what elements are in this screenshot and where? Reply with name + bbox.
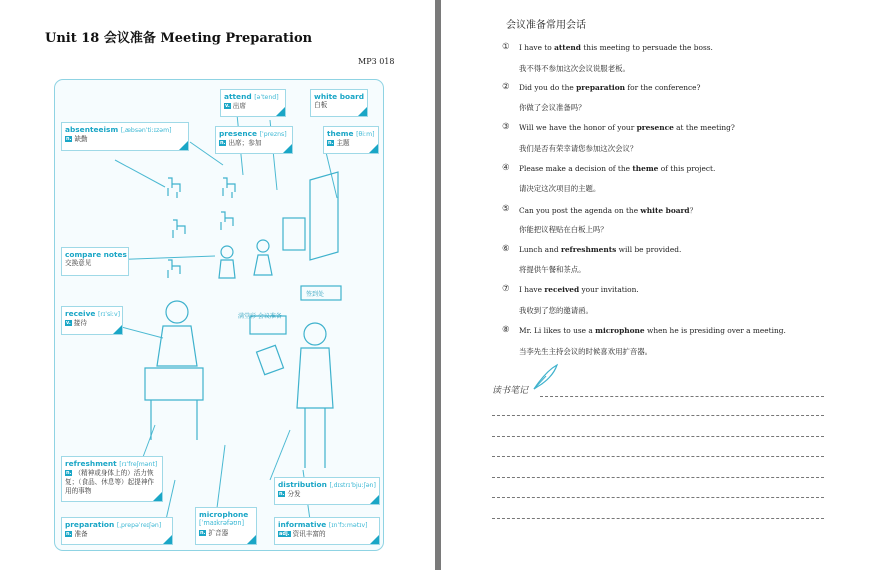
quill-pen-icon [530,362,560,392]
note-line [492,497,824,498]
sentence-zh: 你能把议程贴在白板上吗？ [519,225,608,234]
vocab-card-attend: attend [əˈtend] v. 出席 [220,89,286,117]
vocab-card-presence: presence [ˈprezns] n. 出席；参加 [215,126,293,154]
note-line [492,436,824,437]
sentence-number: ⑥ [502,244,510,254]
note-line [492,518,824,519]
corner-triangle [276,107,285,116]
dialogue-title: 会议准备常用会话 [506,20,586,31]
sentence-number: ⑧ [502,325,510,335]
note-line [492,456,824,457]
vocab-card-microphone: microphone [ˈmaɪkrəfəʊn] n. 扩音器 [195,507,257,545]
sentence-zh: 我收到了您的邀请函。 [519,306,593,315]
sentence-zh: 我不得不参加这次会议说服老板。 [519,64,630,73]
board-sign-text: 签到处 [306,291,325,298]
vocabulary-illustration-panel [54,79,384,551]
sentence-zh: 当李先生主持会议的时候喜欢用扩音器。 [519,347,653,356]
people-drawing [145,172,341,468]
vocab-card-white-board: white board 白板 [310,89,368,117]
sentence-en: Can you post the agenda on the white board？ [519,206,698,215]
note-line [540,396,824,397]
sentence-number: ② [502,82,510,92]
chairs-drawing [168,178,235,278]
corner-triangle [370,535,379,544]
sentence-number: ④ [502,163,510,173]
sentence-en: Please make a decision of the theme of this project. [519,164,716,173]
sentence-number: ③ [502,122,510,132]
sentence-en: I have to attend this meeting to persuade the boss. [519,43,713,52]
left-page [0,0,435,570]
sentence-number: ⑦ [502,284,510,294]
corner-triangle [153,492,162,501]
sentence-en: I have received your invitation. [519,285,639,294]
vocab-card-compare-notes: compare notes 交换意见 [61,247,129,276]
corner-triangle [247,535,256,544]
sentence-en: Will we have the honor of your presence at the meeting? [519,123,735,132]
sentence-number: ⑤ [502,204,510,214]
note-line [492,415,824,416]
reading-notes-label: 读书笔记 [492,386,529,396]
sentence-en: Lunch and refreshments will be provided. [519,245,682,254]
mp3-label: MP3 018 [358,57,395,66]
vocab-card-refreshment: refreshment [rɪˈfreʃmənt] n. （精神或身体上的）活力恢复；（食品、休息等）起提神作用的事物 [61,456,163,502]
corner-triangle [179,141,188,150]
sentence-en: Mr. Li likes to use a microphone when he is presiding over a meeting. [519,326,786,335]
vocab-card-absenteeism: absenteeism [ˌæbsənˈtiːɪzəm] n. 缺勤 [61,122,189,151]
corner-triangle [113,325,122,334]
sentence-en: Did you do the preparation for the conference? [519,83,701,92]
corner-triangle [369,144,378,153]
vocab-card-preparation: preparation [ˌprepəˈreɪʃən] n. 准备 [61,517,173,545]
sentence-zh: 将提供午餐和茶点。 [519,265,586,274]
sentence-zh: 你做了会议准备吗？ [519,103,586,112]
sentence-zh: 请决定这次项目的主题。 [519,184,601,193]
corner-triangle [358,107,367,116]
vocab-card-receive: receive [rɪˈsiːv] v. 接待 [61,306,123,335]
note-line [492,477,824,478]
vocab-card-distribution: distribution [ˌdɪstrɪˈbjuːʃən] n. 分发 [274,477,380,505]
sentence-number: ① [502,42,510,52]
corner-triangle [163,535,172,544]
corner-triangle [370,495,379,504]
vocab-card-informative: informative [ɪnˈfɔːmətɪv] adj. 资讯丰富的 [274,517,380,545]
vocab-card-theme: theme [θiːm] n. 主题 [323,126,379,154]
sentence-zh: 我们是否有荣幸请您参加这次会议？ [519,144,638,153]
notes-sign-text: 满堂彩 会议准备 [238,313,282,320]
unit-title: Unit 18 会议准备 Meeting Preparation [45,31,313,46]
corner-triangle [283,144,292,153]
